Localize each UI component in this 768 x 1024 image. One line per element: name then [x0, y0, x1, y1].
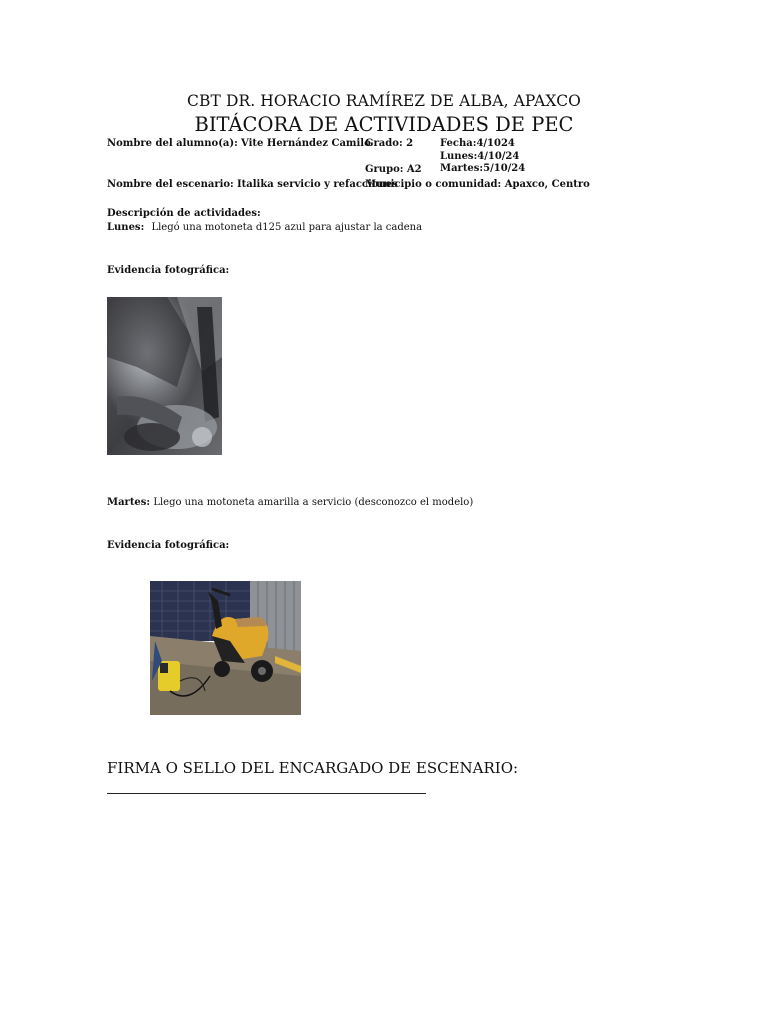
lunes-label: Lunes:: [107, 222, 145, 233]
evidence-label-2: Evidencia fotográfica:: [107, 540, 230, 551]
martes-text: Llego una motoneta amarilla a servicio (desconozco el modelo): [153, 497, 474, 508]
signature-line: [107, 793, 426, 794]
lunes-date: Lunes:4/10/24: [440, 151, 520, 162]
student-row: [107, 138, 371, 149]
lunes-activity: [107, 222, 422, 233]
document-title: BITÁCORA DE ACTIVIDADES DE PEC: [194, 113, 574, 136]
student-label: Nombre del alumno(a):: [107, 138, 238, 149]
martes-date: Martes:5/10/24: [440, 163, 526, 174]
lunes-text: Llegó una motoneta d125 azul para ajustar la cadena: [151, 222, 423, 233]
evidence-label-1: Evidencia fotográfica:: [107, 265, 230, 276]
school-name: CBT DR. HORACIO RAMÍREZ DE ALBA, APAXCO: [187, 92, 581, 110]
evidence-photo-lunes: [107, 297, 222, 455]
fecha: Fecha:4/1024: [440, 138, 515, 149]
activities-heading: Descripción de actividades:: [107, 208, 261, 219]
municipio: Municipio o comunidad: Apaxco, Centro: [365, 179, 590, 190]
martes-activity: [107, 497, 473, 508]
scenario-name: Italika servicio y refacciones: [236, 179, 398, 190]
signature-label: FIRMA O SELLO DEL ENCARGADO DE ESCENARIO:: [107, 759, 519, 777]
student-name: Vite Hernández Camilo: [241, 138, 371, 149]
evidence-photo-martes: [150, 581, 301, 715]
martes-label: Martes:: [107, 497, 151, 508]
scenario-row: [107, 179, 398, 190]
grupo: Grupo: A2: [365, 164, 422, 175]
grado: Grado: 2: [365, 138, 414, 149]
scenario-label: Nombre del escenario:: [107, 179, 234, 190]
